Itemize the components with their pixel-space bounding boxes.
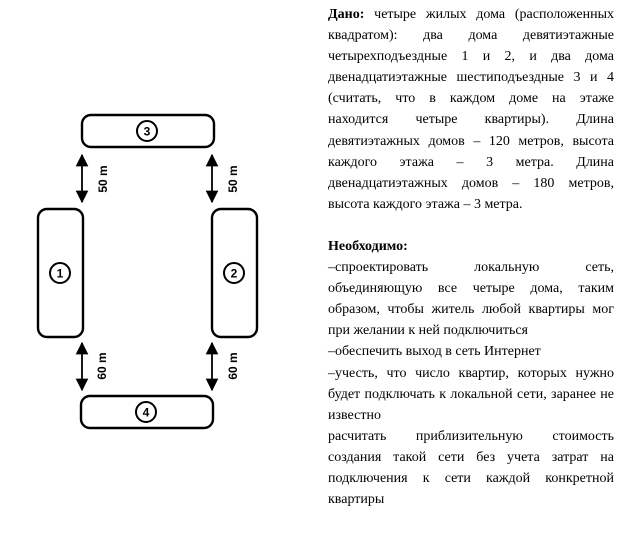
house-4-label: 4 bbox=[142, 405, 150, 420]
house-2-label: 2 bbox=[230, 266, 238, 281]
distance-label-bottom-left: 60 m bbox=[95, 352, 109, 380]
given-heading: Дано: bbox=[328, 7, 365, 22]
house-1-label: 1 bbox=[56, 266, 64, 281]
house-1 bbox=[38, 209, 83, 337]
given-text: четыре жилых дома (расположенных квадратом): два дома девятиэтажные четырехподъездные 1 и 2, и два дома двенадцатиэтажные шестиподъездные 3 и 4 (считать, что в каждом доме на этаже находится четыре квартиры). Длина девятиэтажных домов – 120 метров, высота каждого этажа – 3 метра. Длина двенадцатиэтажных домов – 180 метров, высота каждого этажа – 3 метра. bbox=[328, 7, 615, 212]
distance-label-bottom-right: 60 m bbox=[226, 352, 240, 380]
spacer bbox=[328, 215, 614, 236]
distance-label-top-right: 50 m bbox=[226, 165, 240, 193]
required-item-1: –спроектировать локальную сеть, объединяющую все четыре дома, таким образом, чтобы житель любой квартиры мог при желании к ней подключиться bbox=[328, 260, 614, 339]
required-heading: Необходимо: bbox=[328, 238, 408, 254]
distance-label-top-left: 50 m bbox=[96, 165, 110, 193]
required-item-3: –учесть, что число квартир, которых нужно будет подключать к локальной сети, заранее не известно bbox=[328, 365, 614, 423]
task-text bbox=[328, 4, 614, 510]
house-4 bbox=[81, 396, 213, 428]
given-paragraph bbox=[328, 4, 614, 215]
house-3 bbox=[82, 115, 214, 147]
required-item-2: –обеспечить выход в сеть Интернет bbox=[328, 344, 541, 360]
house-3-label: 3 bbox=[143, 124, 151, 139]
required-item-4: расчитать приблизительную стоимость создания такой сети без учета затрат на подключения к сети каждой конкретной квартиры bbox=[328, 428, 614, 508]
house-2 bbox=[212, 209, 257, 337]
